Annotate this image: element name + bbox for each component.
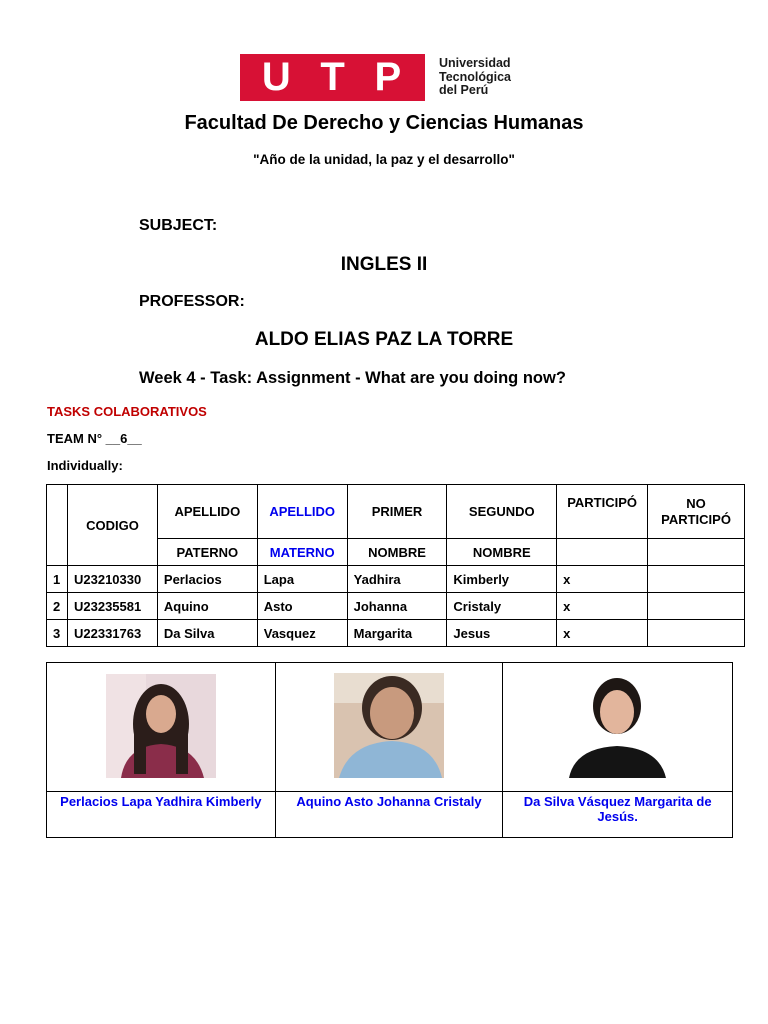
header-nombre-2: NOMBRE <box>447 539 557 566</box>
row-no-participo <box>648 620 745 647</box>
row-paterno: Aquino <box>157 593 257 620</box>
row-paterno: Da Silva <box>157 620 257 647</box>
photo-cell <box>503 663 733 792</box>
team-table <box>46 484 745 647</box>
row-codigo: U23210330 <box>67 566 157 593</box>
header-segundo: SEGUNDO <box>447 485 557 539</box>
photo-cell <box>47 663 276 792</box>
row-materno: Vasquez <box>257 620 347 647</box>
member-name-2: Aquino Asto Johanna Cristaly <box>275 792 503 838</box>
member-name-1: Perlacios Lapa Yadhira Kimberly <box>47 792 276 838</box>
table-row <box>47 566 745 593</box>
header-paterno: PATERNO <box>157 539 257 566</box>
motto: "Año de la unidad, la paz y el desarrollo" <box>253 152 515 167</box>
names-row <box>47 792 733 838</box>
subject-label: SUBJECT: <box>139 217 218 234</box>
team-label: TEAM N° __6__ <box>47 431 142 446</box>
photo-table <box>46 662 733 838</box>
header-primer: PRIMER <box>347 485 447 539</box>
faculty-title: Facultad De Derecho y Ciencias Humanas <box>184 112 584 134</box>
row-segundo: Jesus <box>447 620 557 647</box>
row-number: 1 <box>47 566 68 593</box>
row-materno: Asto <box>257 593 347 620</box>
row-codigo: U23235581 <box>67 593 157 620</box>
table-row <box>47 593 745 620</box>
subject-value: INGLES II <box>340 254 428 275</box>
member-photo-1 <box>106 674 216 778</box>
row-segundo: Kimberly <box>447 566 557 593</box>
logo-letter-p: P <box>374 55 404 99</box>
header-apellido-paterno: APELLIDO <box>157 485 257 539</box>
row-paterno: Perlacios <box>157 566 257 593</box>
logo-university-name: Universidad Tecnológica del Perú <box>439 56 512 97</box>
member-photo-2 <box>334 673 444 778</box>
header-no-participo: NO PARTICIPÓ <box>648 485 745 539</box>
member-name-3: Da Silva Vásquez Margarita de Jesús. <box>503 792 733 838</box>
row-participo: x <box>557 566 648 593</box>
header-empty-2 <box>648 539 745 566</box>
header-codigo: CODIGO <box>67 485 157 566</box>
row-materno: Lapa <box>257 566 347 593</box>
row-codigo: U22331763 <box>67 620 157 647</box>
logo-letter-u: U <box>261 55 293 99</box>
professor-label: PROFESSOR: <box>139 293 245 310</box>
row-segundo: Cristaly <box>447 593 557 620</box>
header-apellido-materno: APELLIDO <box>257 485 347 539</box>
row-no-participo <box>648 593 745 620</box>
professor-name: ALDO ELIAS PAZ LA TORRE <box>254 329 514 350</box>
row-number: 2 <box>47 593 68 620</box>
week-title: Week 4 - Task: Assignment - What are you doing now? <box>139 369 566 387</box>
header-participo: PARTICIPÓ <box>557 485 648 539</box>
row-no-participo <box>648 566 745 593</box>
table-row <box>47 620 745 647</box>
member-photo-3 <box>569 674 666 778</box>
row-primer: Margarita <box>347 620 447 647</box>
tasks-label: TASKS COLABORATIVOS <box>47 404 207 419</box>
row-primer: Yadhira <box>347 566 447 593</box>
row-participo: x <box>557 620 648 647</box>
row-number: 3 <box>47 620 68 647</box>
photo-row <box>47 663 733 792</box>
header-number <box>47 485 68 566</box>
utp-logo <box>240 54 425 101</box>
row-participo: x <box>557 593 648 620</box>
table-header-row <box>47 485 745 539</box>
photo-cell <box>275 663 503 792</box>
row-primer: Johanna <box>347 593 447 620</box>
header-nombre-1: NOMBRE <box>347 539 447 566</box>
header-empty-1 <box>557 539 648 566</box>
individually-label: Individually: <box>47 458 123 473</box>
header-materno: MATERNO <box>257 539 347 566</box>
logo-letter-t: T <box>320 55 347 99</box>
